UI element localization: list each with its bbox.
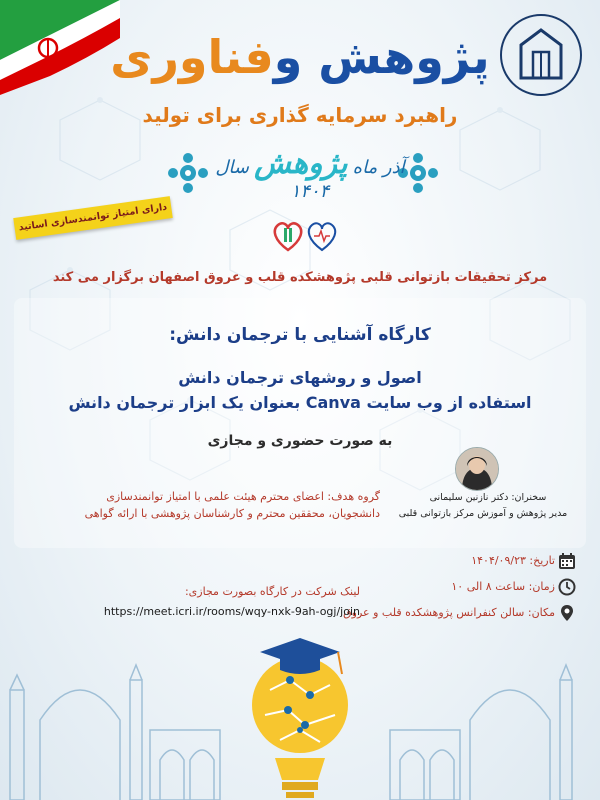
- organizer-text: مرکز تحقیقات بازتوانی قلبی پژوهشکده قلب و عروق اصفهان برگزار می کند: [52, 270, 548, 285]
- research-month-banner: [0, 140, 600, 200]
- title-part1: پژوهش و: [273, 30, 490, 84]
- speaker-avatar: [455, 447, 499, 491]
- title-part2: فناوری: [110, 30, 274, 84]
- research-month-text: [200, 146, 420, 202]
- attendance-mode: به صورت حضوری و مجازی: [207, 433, 393, 449]
- speaker-role: مدیر پژوهش و آموزش مرکز بازتوانی قلبی: [398, 508, 568, 519]
- heart-logos-icon: [270, 218, 340, 254]
- audience-line-2: دانشجویان، محققین محترم و کارشناسان پژوهشی با ارائه گواهی: [84, 507, 380, 520]
- clock-icon: [558, 578, 576, 596]
- online-link-url[interactable]: https://meet.icri.ir/rooms/wqy-nxk-9ah-ogj/join: [103, 605, 360, 618]
- event-time: زمان: ساعت ۸ الی ۱۰: [451, 580, 555, 593]
- month-word: پژوهش: [254, 146, 348, 181]
- workshop-topic-1: اصول و روشهای ترجمان دانش: [178, 368, 422, 387]
- online-link-label: لینک شرکت در کارگاه بصورت مجازی:: [184, 585, 360, 598]
- month-suffix: سال ۱۴۰۴: [215, 157, 330, 202]
- month-prefix: آذر ماه: [352, 157, 405, 178]
- workshop-topic-2: استفاده از وب سایت Canva بعنوان یک ابزار ترجمان دانش: [68, 393, 532, 412]
- calendar-icon: [558, 552, 576, 570]
- poster-title: [0, 30, 600, 84]
- faculty-empowerment-badge: دارای امتیاز توانمندسازی اساتید: [13, 196, 173, 240]
- knowledge-globe-icon: [230, 630, 370, 800]
- workshop-heading: کارگاه آشنایی با ترجمان دانش:: [169, 325, 431, 345]
- target-audience: [40, 488, 380, 522]
- event-date: تاریخ: ۱۴۰۴/۰۹/۲۳: [471, 554, 555, 567]
- speaker-name: سخنران: دکتر نازنین سلیمانی: [429, 492, 547, 503]
- audience-line-1: گروه هدف: اعضای محترم هیئت علمی با امتیاز توانمندسازی: [106, 490, 380, 503]
- poster-subtitle: راهبرد سرمایه گذاری برای تولید: [142, 103, 458, 127]
- event-place: مکان: سالن کنفرانس پژوهشکده قلب و عروق: [343, 606, 555, 619]
